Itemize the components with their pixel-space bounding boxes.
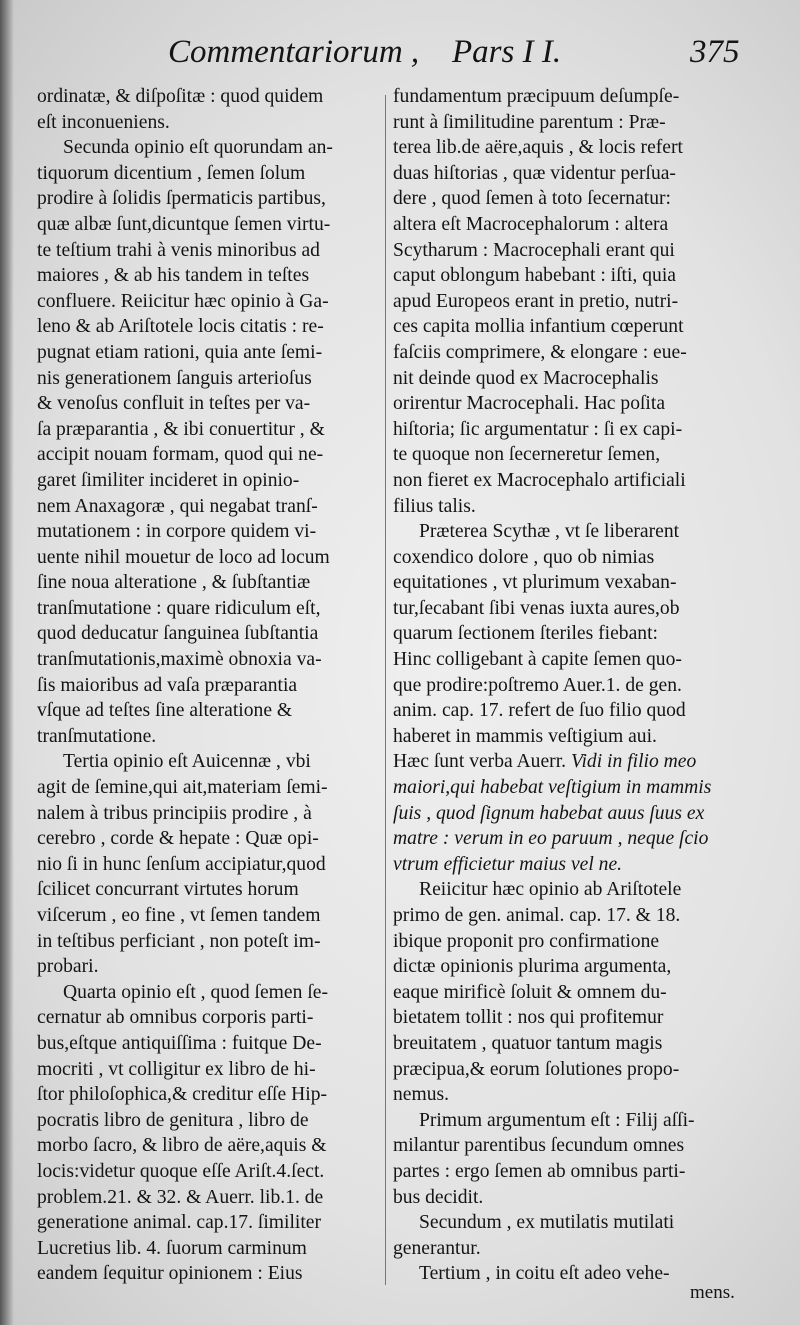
text-line <box>393 826 771 852</box>
text-line-content: mocriti , vt colligitur ex libro de hi- <box>37 1058 316 1080</box>
text-line <box>393 724 771 750</box>
text-line-content: generantur. <box>393 1237 481 1259</box>
text-line-content: dere , quod ſemen à toto ſecernatur: <box>393 188 672 210</box>
text-line-content: bus decidit. <box>393 1186 484 1208</box>
text-line-content: nemus. <box>393 1084 450 1106</box>
text-line-content: partes : ergo ſemen ab omnibus parti- <box>393 1160 686 1182</box>
text-line-content: ces capita mollia infantium cœperunt <box>393 316 684 338</box>
text-line <box>393 980 771 1006</box>
text-line <box>37 417 382 443</box>
text-line <box>393 1159 771 1185</box>
text-line-content: anim. cap. 17. refert de ſuo filio quod <box>393 700 686 722</box>
text-line-content: terea lib.de aëre,aquis , & locis refert <box>393 137 683 159</box>
text-line-content: eaque mirificè ſoluit & omnem du- <box>393 981 667 1003</box>
text-line <box>393 519 771 545</box>
text-line <box>37 647 382 673</box>
text-line <box>37 340 382 366</box>
text-line-content: morbo ſacro, & libro de aëre,aquis & <box>37 1135 327 1157</box>
text-line-content: ſa præparantia , & ibi conuertitur , & <box>37 418 325 440</box>
text-line <box>393 186 771 212</box>
text-line-content: pugnat etiam rationi, quia ante ſemi- <box>37 341 323 363</box>
text-line <box>37 238 382 264</box>
text-line <box>37 494 382 520</box>
text-line-content: garet ſimiliter incideret in opinio- <box>37 469 300 491</box>
text-line <box>37 1261 382 1287</box>
catchword: mens. <box>690 1282 735 1303</box>
text-line <box>393 494 771 520</box>
text-line-content: problem.21. & 32. & Auerr. lib.1. de <box>37 1186 324 1208</box>
text-line-content: fundamentum præcipuum deſumpſe- <box>393 86 680 107</box>
text-line-content: tiquorum dicentium , ſemen ſolum <box>37 162 306 184</box>
text-line-content: tur,ſecabant ſibi venas iuxta aures,ob <box>393 597 680 619</box>
text-line-content: runt à ſimilitudine parentum : Præ- <box>393 111 666 133</box>
text-line-content: ſis maioribus ad vaſa præparantia <box>37 674 298 696</box>
text-line-content: ſtor philoſophica,& creditur eſſe Hip- <box>37 1084 328 1106</box>
text-line-content: mutationem : in corpore quidem vi- <box>37 521 317 543</box>
text-line <box>37 775 382 801</box>
text-line-content: viſcerum , eo fine , vt ſemen tandem <box>37 905 321 926</box>
text-line-content: ſuis , quod ſignum habebat auus ſuus ex <box>393 802 705 824</box>
text-line <box>37 545 382 571</box>
text-line-content: nalem à tribus principiis prodire , à <box>37 802 312 824</box>
text-line-content: Lucretius lib. 4. ſuorum carminum <box>37 1237 307 1259</box>
text-line-content: hiſtoria; ſic argumentatur : ſi ex capi- <box>393 418 683 440</box>
text-line-content: ſine noua alteratione , & ſubſtantiæ <box>37 572 311 594</box>
text-line <box>393 621 771 647</box>
text-line <box>37 749 382 775</box>
text-line <box>393 1031 771 1057</box>
text-line <box>37 1108 382 1134</box>
text-line-content: uente nihil mouetur de loco ad locum <box>37 546 330 568</box>
text-line <box>393 238 771 264</box>
text-line <box>37 186 382 212</box>
text-line-content: breuitatem , quatuor tantum magis <box>393 1032 663 1054</box>
text-line <box>393 929 771 955</box>
running-header <box>0 28 800 78</box>
text-line-content: accipit nouam formam, quod qui ne- <box>37 444 324 466</box>
text-line-content: vſque ad teſtes ſine alteratione & <box>37 700 293 722</box>
text-line <box>37 596 382 622</box>
text-line-content: bietatem tollit : nos qui profitemur <box>393 1007 664 1029</box>
text-line <box>37 1185 382 1211</box>
text-line-content: præcipua,& eorum ſolutiones propo- <box>393 1058 680 1080</box>
text-line <box>37 84 382 110</box>
text-line <box>37 929 382 955</box>
text-line-content: nem Anaxagoræ , qui negabat tranſ- <box>37 495 318 517</box>
text-line-content: ſcilicet concurrant virtutes horum <box>37 879 299 901</box>
text-line <box>37 826 382 852</box>
text-line-content: tranſmutatione : quare ridiculum eſt, <box>37 597 321 619</box>
text-line <box>37 852 382 878</box>
text-line-content: Secunda opinio eſt quorundam an- <box>63 137 333 159</box>
text-line <box>37 877 382 903</box>
text-line <box>37 135 382 161</box>
text-line-content: faſciis comprimere, & elongare : eue- <box>393 341 687 363</box>
text-line <box>37 110 382 136</box>
text-line <box>37 442 382 468</box>
text-line-content: Hæc ſunt verba Auerr. <box>393 751 567 773</box>
text-line-content: Primum argumentum eſt : Filij aſſi- <box>419 1109 695 1131</box>
text-line <box>393 468 771 494</box>
text-line-content: quarum ſectionem ſteriles fiebant: <box>393 623 658 645</box>
text-line-content: eſt inconueniens. <box>37 111 170 133</box>
text-line <box>393 954 771 980</box>
page-edge-shadow <box>0 0 14 1325</box>
text-line-content: Secundum , ex mutilatis mutilati <box>419 1212 675 1234</box>
text-line <box>393 647 771 673</box>
text-line-content: matre : verum in eo paruum , neque ſcio <box>393 828 709 850</box>
text-line <box>37 954 382 980</box>
text-line <box>37 698 382 724</box>
text-line-content: probari. <box>37 956 99 978</box>
text-line-content: caput oblongum habebant : iſti, quia <box>393 265 676 287</box>
text-line <box>393 366 771 392</box>
text-line <box>393 852 771 878</box>
text-line <box>37 366 382 392</box>
text-line-content: quod deducatur ſanguinea ſubſtantia <box>37 623 319 645</box>
text-line <box>37 1031 382 1057</box>
text-line <box>393 161 771 187</box>
text-line-content: eandem ſequitur opinionem : Eius <box>37 1263 303 1285</box>
text-line-content: confluere. Reiicitur hæc opinio à Ga- <box>37 290 329 312</box>
text-line-content: ibique proponit pro confirmatione <box>393 930 660 952</box>
text-line <box>393 1082 771 1108</box>
text-line <box>37 1082 382 1108</box>
text-line-content: orirentur Macrocephali. Hac poſita <box>393 393 666 415</box>
text-line-content: bus,eſtque antiquiſſima : fuitque De- <box>37 1032 322 1054</box>
text-line <box>37 289 382 315</box>
text-line-content: Hinc colligebant à capite ſemen quo- <box>393 649 682 671</box>
text-line <box>37 1005 382 1031</box>
text-line <box>37 801 382 827</box>
text-line <box>37 980 382 1006</box>
text-line <box>393 1133 771 1159</box>
text-line <box>393 903 771 929</box>
text-line-content: ordinatæ, & diſpoſitæ : quod quidem <box>37 86 324 107</box>
text-line <box>393 673 771 699</box>
text-line <box>393 570 771 596</box>
text-line <box>393 289 771 315</box>
text-line-content: te teſtium trahi à venis minoribus ad <box>37 239 320 261</box>
text-line-content: Tertia opinio eſt Auicennæ , vbi <box>63 751 311 773</box>
text-line <box>37 724 382 750</box>
text-line <box>37 314 382 340</box>
text-line-content: locis:videtur quoque eſſe Ariſt.4.ſect. <box>37 1160 325 1182</box>
text-line-content: altera eſt Macrocephalorum : altera <box>393 213 669 235</box>
text-line-content: coxendico dolore , quo ob nimias <box>393 546 655 568</box>
text-line <box>393 212 771 238</box>
text-line-content: prodire à ſolidis ſpermaticis partibus, <box>37 188 326 210</box>
text-line <box>37 903 382 929</box>
text-line <box>393 135 771 161</box>
text-line-content: duas hiſtorias , quæ videntur perſua- <box>393 162 676 184</box>
text-line <box>37 263 382 289</box>
text-line-content: maiori,qui habebat veſtigium in mammis <box>393 777 712 799</box>
text-line-content: cernatur ab omnibus corporis parti- <box>37 1007 314 1029</box>
text-line <box>393 801 771 827</box>
text-line-content: Scytharum : Macrocephali erant qui <box>393 239 675 261</box>
text-line <box>393 391 771 417</box>
text-line-content: dictæ opinionis plurima argumenta, <box>393 956 672 978</box>
italic-quotation: Vidi in filio meo <box>570 751 697 773</box>
text-line <box>393 749 771 775</box>
text-line-content: nis generationem ſanguis arterioſus <box>37 367 312 389</box>
text-line <box>393 877 771 903</box>
text-line <box>393 1108 771 1134</box>
text-line <box>393 84 771 110</box>
text-line <box>393 775 771 801</box>
text-line <box>393 340 771 366</box>
text-line <box>37 1210 382 1236</box>
text-line <box>393 1005 771 1031</box>
text-line-content: primo de gen. animal. cap. 17. & 18. <box>393 905 681 926</box>
text-line-content: & venoſus confluit in teſtes per va- <box>37 393 311 415</box>
text-line-content: in teſtibus perficiant , non poteſt im- <box>37 930 321 952</box>
text-line <box>393 442 771 468</box>
page-number: 375 <box>690 34 740 70</box>
text-line-content: maiores , & ab his tandem in teſtes <box>37 265 310 287</box>
text-line <box>37 1236 382 1262</box>
text-line-content: cerebro , corde & hepate : Quæ opi- <box>37 828 319 850</box>
text-line-content: nio ſi in hunc ſenſum accipiatur,quod <box>37 853 326 875</box>
text-line <box>393 1185 771 1211</box>
text-line <box>393 314 771 340</box>
right-column <box>393 84 771 1287</box>
text-line-content: haberet in mammis veſtigium aui. <box>393 725 657 747</box>
text-line <box>37 1159 382 1185</box>
text-line-content: Quarta opinio eſt , quod ſemen ſe- <box>63 981 328 1003</box>
text-line-content: leno & ab Ariſtotele locis citatis : re- <box>37 316 324 338</box>
header-title: Commentariorum , <box>168 34 420 70</box>
text-line <box>37 519 382 545</box>
left-column <box>37 84 382 1287</box>
text-line-content: vtrum efficietur maius vel ne. <box>393 853 623 875</box>
text-line-content: tranſmutationis,maximè obnoxia va- <box>37 649 322 671</box>
text-line <box>37 212 382 238</box>
text-line <box>393 417 771 443</box>
text-line-content: nit deinde quod ex Macrocephalis <box>393 367 659 389</box>
text-line <box>393 545 771 571</box>
text-line <box>37 570 382 596</box>
text-line <box>393 263 771 289</box>
text-line-content: pocratis libro de genitura , libro de <box>37 1109 309 1131</box>
text-line <box>37 1133 382 1159</box>
text-line <box>37 673 382 699</box>
text-line-content: generatione animal. cap.17. ſimiliter <box>37 1212 322 1234</box>
text-line-content: non fieret ex Macrocephalo artificiali <box>393 469 686 491</box>
text-line-content: milantur parentibus ſecundum omnes <box>393 1135 685 1157</box>
text-line <box>393 1236 771 1262</box>
text-line <box>37 468 382 494</box>
column-divider <box>385 95 386 1285</box>
text-line-content: tranſmutatione. <box>37 725 157 747</box>
text-line-content: Præterea Scythæ , vt ſe liberarent <box>419 521 680 543</box>
header-part: Pars I I. <box>452 34 562 70</box>
text-line-content: te quoque non ſecerneretur ſemen, <box>393 444 661 466</box>
text-line-content: Tertium , in coitu eſt adeo vehe- <box>419 1263 670 1285</box>
text-line-content: agit de ſemine,qui ait,materiam ſemi- <box>37 777 328 799</box>
text-line-content: apud Europeos erant in pretio, nutri- <box>393 290 679 312</box>
text-line-content: quæ albæ ſunt,dicuntque ſemen virtu- <box>37 213 331 235</box>
text-line <box>393 596 771 622</box>
text-line <box>37 1057 382 1083</box>
text-line <box>393 110 771 136</box>
text-line <box>37 621 382 647</box>
text-line <box>37 391 382 417</box>
text-line-content: filius talis. <box>393 495 476 517</box>
text-line <box>393 698 771 724</box>
text-line <box>393 1210 771 1236</box>
text-line-content: que prodire:poſtremo Auer.1. de gen. <box>393 674 682 696</box>
text-line <box>393 1057 771 1083</box>
text-line <box>37 161 382 187</box>
text-line-content: Reiicitur hæc opinio ab Ariſtotele <box>419 879 682 901</box>
text-line-content: equitationes , vt plurimum vexaban- <box>393 572 677 594</box>
